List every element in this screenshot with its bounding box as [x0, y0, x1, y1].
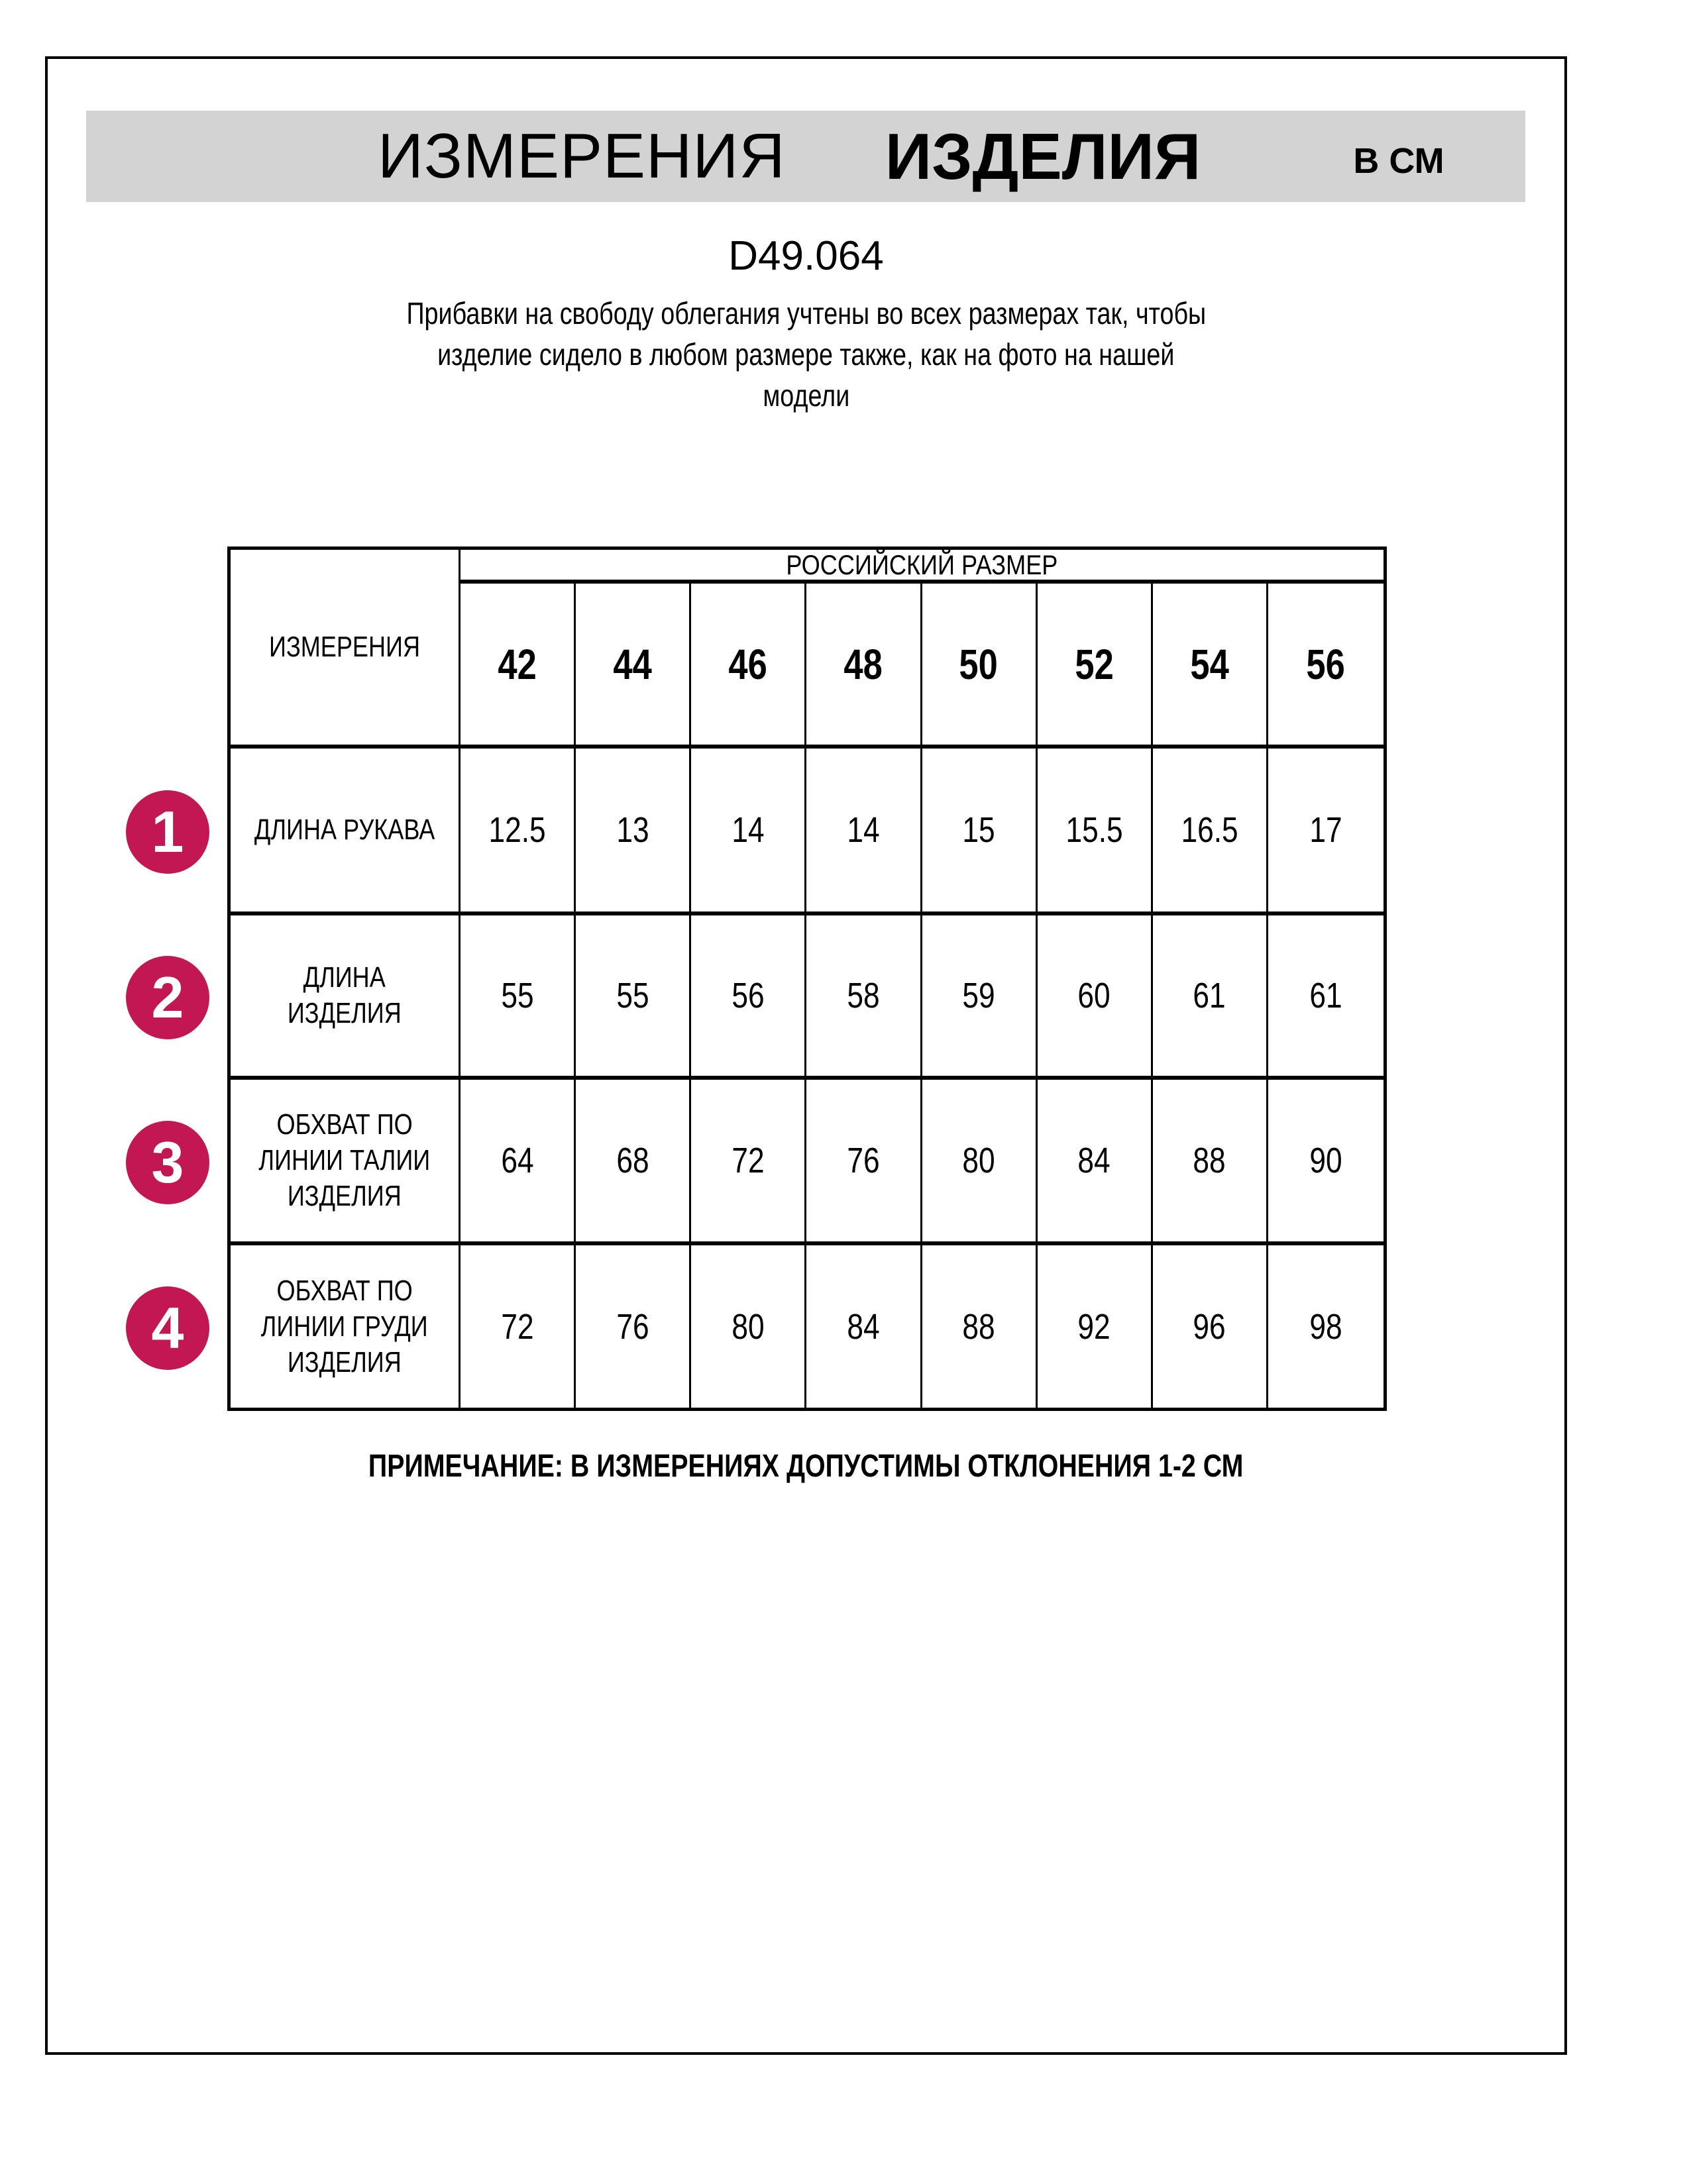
table-cell: 84 — [1038, 1080, 1153, 1245]
table-cell: 55 — [576, 915, 691, 1080]
table-cell: 76 — [576, 1245, 691, 1408]
description-paragraph — [45, 293, 1567, 416]
table-cell: 88 — [1153, 1080, 1268, 1245]
table-cell: 13 — [576, 749, 691, 915]
table-cell: 92 — [1038, 1245, 1153, 1408]
title-bar — [86, 111, 1525, 202]
row-label-product-length: ДЛИНА ИЗДЕЛИЯ — [231, 915, 461, 1080]
size-table — [227, 546, 1387, 1411]
description-line: Прибавки на свободу облегания учтены во всех размерах так, чтобы — [406, 296, 1206, 331]
table-cell: 59 — [922, 915, 1038, 1080]
table-cell: 80 — [922, 1080, 1038, 1245]
table-cell: 90 — [1268, 1080, 1384, 1245]
size-col-header: 56 — [1268, 584, 1384, 749]
marker-circle-3: 3 — [126, 1121, 209, 1204]
marker-circle-2: 2 — [126, 956, 209, 1039]
table-cell: 88 — [922, 1245, 1038, 1408]
row-label-sleeve-length: ДЛИНА РУКАВА — [231, 749, 461, 915]
size-band-header: РОССИЙСКИЙ РАЗМЕР — [461, 550, 1384, 584]
table-cell: 61 — [1268, 915, 1384, 1080]
size-col-header: 48 — [806, 584, 922, 749]
table-corner-cell: ИЗМЕРЕНИЯ — [231, 550, 461, 749]
row-label-chest-girth: ОБХВАТ ПО ЛИНИИ ГРУДИ ИЗДЕЛИЯ — [231, 1245, 461, 1408]
table-cell: 15.5 — [1038, 749, 1153, 915]
table-cell: 56 — [691, 915, 806, 1080]
table-cell: 76 — [806, 1080, 922, 1245]
size-col-header: 42 — [461, 584, 576, 749]
table-cell: 64 — [461, 1080, 576, 1245]
size-col-header: 54 — [1153, 584, 1268, 749]
article-code: D49.064 — [728, 233, 884, 279]
title-units: В СМ — [1353, 141, 1444, 181]
table-cell: 72 — [691, 1080, 806, 1245]
table-cell: 68 — [576, 1080, 691, 1245]
table-cell: 72 — [461, 1245, 576, 1408]
marker-circle-1: 1 — [126, 790, 209, 874]
table-cell: 80 — [691, 1245, 806, 1408]
size-col-header: 46 — [691, 584, 806, 749]
size-col-header: 52 — [1038, 584, 1153, 749]
table-cell: 14 — [806, 749, 922, 915]
description-line: модели — [763, 378, 849, 413]
table-cell: 84 — [806, 1245, 922, 1408]
description-line: изделие сидело в любом размере также, как на фото на нашей — [437, 337, 1175, 372]
table-cell: 60 — [1038, 915, 1153, 1080]
row-label-waist-girth: ОБХВАТ ПО ЛИНИИ ТАЛИИ ИЗДЕЛИЯ — [231, 1080, 461, 1245]
table-cell: 55 — [461, 915, 576, 1080]
table-cell: 98 — [1309, 1306, 1342, 1347]
table-cell: 16.5 — [1153, 749, 1268, 915]
size-col-header: 50 — [922, 584, 1038, 749]
table-cell: 58 — [806, 915, 922, 1080]
title-measurements: ИЗМЕРЕНИЯ — [378, 121, 786, 191]
table-cell: 14 — [691, 749, 806, 915]
table-cell: 96 — [1153, 1245, 1268, 1408]
table-cell: 61 — [1153, 915, 1268, 1080]
marker-circle-4: 4 — [126, 1286, 209, 1370]
size-col-header: 44 — [576, 584, 691, 749]
table-cell: 15 — [922, 749, 1038, 915]
table-cell: 12.5 — [461, 749, 576, 915]
title-product: ИЗДЕЛИЯ — [885, 119, 1201, 193]
tolerance-note: ПРИМЕЧАНИЕ: В ИЗМЕРЕНИЯХ ДОПУСТИМЫ ОТКЛОНЕНИЯ 1-2 СМ — [368, 1449, 1244, 1484]
table-cell: 17 — [1268, 749, 1384, 915]
